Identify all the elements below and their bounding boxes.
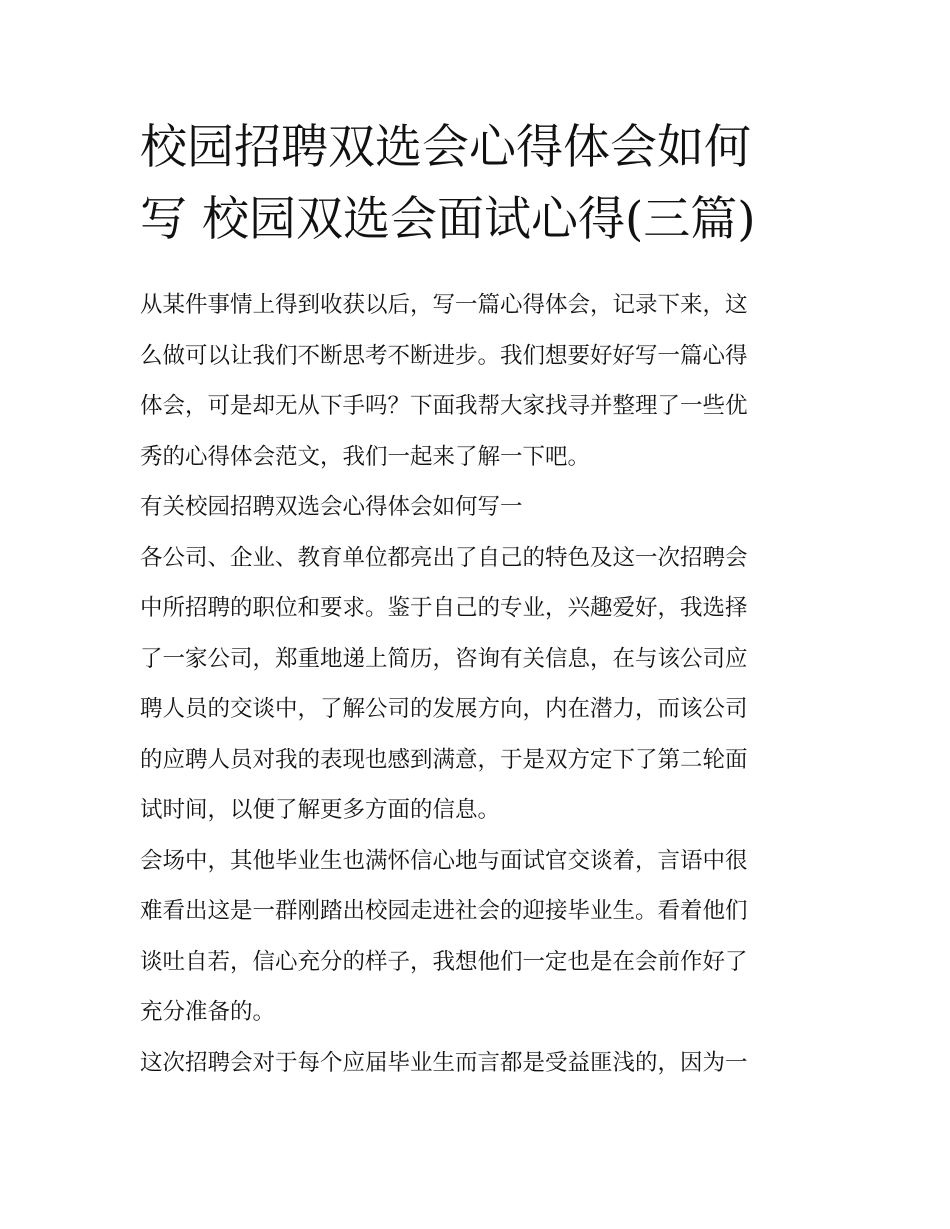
paragraph-line: 体会，可是却无从下手吗？下面我帮大家找寻并整理了一些优 bbox=[140, 393, 748, 419]
paragraph-line: 了一家公司，郑重地递上简历，咨询有关信息，在与该公司应 bbox=[140, 645, 748, 672]
paragraph-1 bbox=[140, 533, 820, 836]
paragraph-line: 么做可以让我们不断思考不断进步。我们想要好好写一篇心得 bbox=[140, 342, 748, 369]
paragraph-line: 会场中，其他毕业生也满怀信心地与面试官交谈着，言语中很 bbox=[140, 847, 748, 874]
paragraph-line: 从某件事情上得到收获以后，写一篇心得体会，记录下来，这 bbox=[140, 292, 748, 318]
document-body bbox=[140, 280, 820, 1088]
paragraph-line: 这次招聘会对于每个应届毕业生而言都是受益匪浅的，因为一 bbox=[140, 1049, 748, 1076]
paragraph-line: 充分准备的。 bbox=[140, 999, 276, 1025]
paragraph-line: 谈吐自若，信心充分的样子，我想他们一定也是在会前作好了 bbox=[140, 948, 748, 975]
title-line-1: 校园招聘双选会心得体会如何 bbox=[140, 120, 751, 175]
paragraph-2 bbox=[140, 836, 820, 1038]
paragraph-line: 的应聘人员对我的表现也感到满意，于是双方定下了第二轮面 bbox=[140, 746, 748, 773]
title-line-2: 写 校园双选会面试心得(三篇) bbox=[140, 192, 756, 247]
document-title bbox=[140, 112, 820, 256]
paragraph-line: 聘人员的交谈中，了解公司的发展方向，内在潜力，而该公司 bbox=[140, 696, 748, 722]
paragraph-line: 试时间，以便了解更多方面的信息。 bbox=[140, 797, 501, 823]
section-heading-text: 有关校园招聘双选会心得体会如何写一 bbox=[140, 494, 523, 520]
paragraph-line: 难看出这是一群刚踏出校园走进社会的迎接毕业生。看着他们 bbox=[140, 898, 748, 924]
section-heading bbox=[140, 482, 820, 533]
paragraph-line: 各公司、企业、教育单位都亮出了自己的特色及这一次招聘会 bbox=[140, 544, 748, 571]
paragraph-line: 秀的心得体会范文，我们一起来了解一下吧。 bbox=[140, 443, 591, 470]
paragraph-line: 中所招聘的职位和要求。鉴于自己的专业，兴趣爱好，我选择 bbox=[140, 595, 748, 621]
paragraph-3 bbox=[140, 1038, 820, 1089]
paragraph-intro bbox=[140, 280, 820, 482]
